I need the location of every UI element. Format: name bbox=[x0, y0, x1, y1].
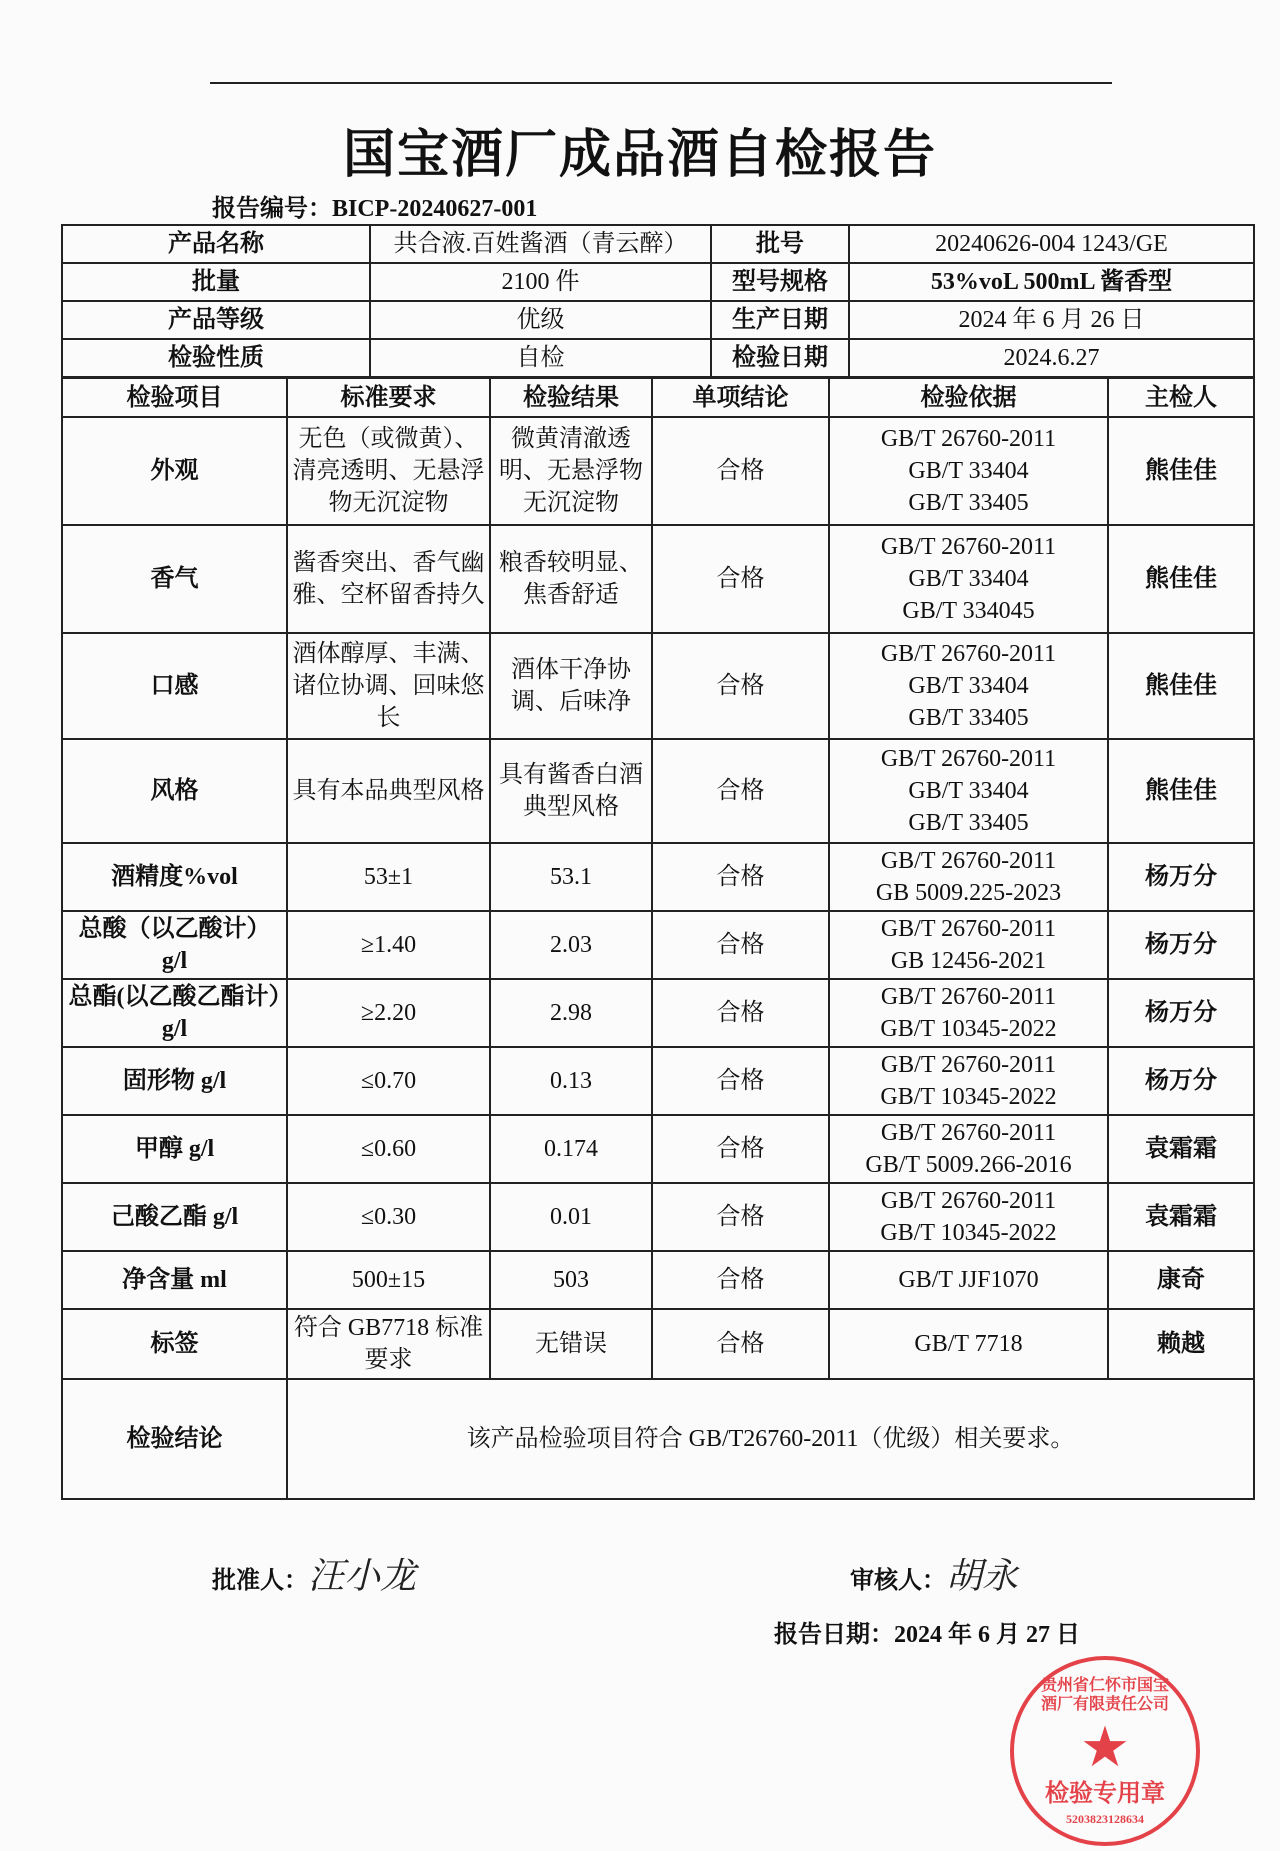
info-label: 生产日期 bbox=[711, 301, 849, 339]
inspector: 熊佳佳 bbox=[1108, 417, 1254, 525]
standard-requirement: 无色（或微黄）、清亮透明、无悬浮物无沉淀物 bbox=[287, 417, 490, 525]
info-value: 共合液.百姓酱酒（青云醉） bbox=[370, 225, 711, 263]
inspection-result: 无错误 bbox=[490, 1309, 652, 1379]
info-row bbox=[62, 301, 1254, 339]
inspector: 杨万分 bbox=[1108, 843, 1254, 911]
basis-standard: GB/T 10345-2022 bbox=[880, 1084, 1057, 1110]
inspection-item: 己酸乙酯 g/l bbox=[62, 1183, 287, 1251]
standard-requirement: 酱香突出、香气幽雅、空杯留香持久 bbox=[287, 525, 490, 633]
info-value: 2024.6.27 bbox=[849, 339, 1254, 377]
inspection-result: 503 bbox=[490, 1251, 652, 1309]
table-row bbox=[62, 843, 1254, 911]
inspection-item: 风格 bbox=[62, 739, 287, 843]
item-conclusion: 合格 bbox=[652, 1309, 829, 1379]
inspection-result: 0.13 bbox=[490, 1047, 652, 1115]
basis-standard: GB/T 26760-2011 bbox=[880, 426, 1057, 452]
inspection-basis bbox=[829, 1183, 1108, 1251]
item-conclusion: 合格 bbox=[652, 417, 829, 525]
basis-standard: GB 12456-2021 bbox=[890, 948, 1047, 974]
report-date: 报告日期：2024 年 6 月 27 日 bbox=[774, 1622, 1080, 1648]
inspection-basis bbox=[829, 843, 1108, 911]
inspection-item: 总酯(以乙酸乙酯计）g/l bbox=[62, 979, 287, 1047]
seal-ring-text: 贵州省仁怀市国宝酒厂有限责任公司 bbox=[1040, 1677, 1169, 1713]
approver bbox=[212, 1548, 416, 1599]
table-row bbox=[62, 1115, 1254, 1183]
basis-standard: GB/T 334045 bbox=[902, 598, 1035, 624]
report-number: 报告编号：BICP-20240627-001 bbox=[212, 196, 538, 222]
column-header: 检验依据 bbox=[829, 378, 1108, 417]
inspector: 杨万分 bbox=[1108, 979, 1254, 1047]
inspection-result: 微黄清澈透明、无悬浮物无沉淀物 bbox=[490, 417, 652, 525]
info-value: 优级 bbox=[370, 301, 711, 339]
inspection-table bbox=[61, 377, 1255, 1500]
standard-requirement: ≤0.60 bbox=[287, 1115, 490, 1183]
seal-code: 5203823128634 bbox=[1066, 1812, 1144, 1826]
basis-standard: GB/T 26760-2011 bbox=[880, 848, 1057, 874]
table-row bbox=[62, 739, 1254, 843]
standard-requirement: 符合 GB7718 标准要求 bbox=[287, 1309, 490, 1379]
inspection-item: 甲醇 g/l bbox=[62, 1115, 287, 1183]
item-conclusion: 合格 bbox=[652, 633, 829, 739]
conclusion-label: 检验结论 bbox=[62, 1379, 287, 1499]
basis-standard: GB/T 26760-2011 bbox=[880, 534, 1057, 560]
column-header: 标准要求 bbox=[287, 378, 490, 417]
inspection-item: 酒精度%vol bbox=[62, 843, 287, 911]
standard-requirement: ≤0.70 bbox=[287, 1047, 490, 1115]
inspection-item: 总酸（以乙酸计）g/l bbox=[62, 911, 287, 979]
basis-standard: GB/T 33404 bbox=[908, 673, 1029, 699]
approver-label: 批准人： bbox=[212, 1568, 308, 1594]
table-row bbox=[62, 633, 1254, 739]
info-value: 自检 bbox=[370, 339, 711, 377]
info-label: 型号规格 bbox=[711, 263, 849, 301]
conclusion-text: 该产品检验项目符合 GB/T26760-2011（优级）相关要求。 bbox=[287, 1379, 1254, 1499]
item-conclusion: 合格 bbox=[652, 739, 829, 843]
item-conclusion: 合格 bbox=[652, 525, 829, 633]
item-conclusion: 合格 bbox=[652, 1047, 829, 1115]
inspection-item: 净含量 ml bbox=[62, 1251, 287, 1309]
reviewer bbox=[850, 1548, 1018, 1599]
table-row bbox=[62, 1047, 1254, 1115]
inspection-result: 粮香较明显、焦香舒适 bbox=[490, 525, 652, 633]
header-rule bbox=[210, 82, 1112, 84]
inspection-basis bbox=[829, 1115, 1108, 1183]
basis-standard: GB/T 26760-2011 bbox=[880, 916, 1057, 942]
basis-standard: GB/T 26760-2011 bbox=[880, 1188, 1057, 1214]
standard-requirement: 53±1 bbox=[287, 843, 490, 911]
inspector: 杨万分 bbox=[1108, 1047, 1254, 1115]
info-value: 20240626-004 1243/GE bbox=[849, 225, 1254, 263]
inspection-basis bbox=[829, 979, 1108, 1047]
inspection-basis bbox=[829, 739, 1108, 843]
standard-requirement: 500±15 bbox=[287, 1251, 490, 1309]
basis-standard: GB/T 33404 bbox=[908, 458, 1029, 484]
inspection-item: 外观 bbox=[62, 417, 287, 525]
table-row bbox=[62, 525, 1254, 633]
info-row bbox=[62, 225, 1254, 263]
item-conclusion: 合格 bbox=[652, 979, 829, 1047]
standard-requirement: ≥2.20 bbox=[287, 979, 490, 1047]
standard-requirement: ≥1.40 bbox=[287, 911, 490, 979]
inspection-item: 标签 bbox=[62, 1309, 287, 1379]
table-row bbox=[62, 979, 1254, 1047]
reviewer-signature: 胡永 bbox=[946, 1556, 1019, 1597]
inspection-basis bbox=[829, 417, 1108, 525]
basis-standard: GB/T 26760-2011 bbox=[880, 746, 1057, 772]
seal-use-text: 检验专用章 bbox=[1045, 1781, 1165, 1807]
column-header: 主检人 bbox=[1108, 378, 1254, 417]
product-info-table bbox=[61, 224, 1255, 378]
info-label: 批号 bbox=[711, 225, 849, 263]
info-label: 检验性质 bbox=[62, 339, 370, 377]
basis-standard: GB/T JJF1070 bbox=[898, 1267, 1039, 1293]
inspection-basis bbox=[829, 525, 1108, 633]
inspection-result: 0.174 bbox=[490, 1115, 652, 1183]
inspection-result: 酒体干净协调、后味净 bbox=[490, 633, 652, 739]
basis-standard: GB/T 33405 bbox=[908, 705, 1029, 731]
inspector: 袁霜霜 bbox=[1108, 1183, 1254, 1251]
inspector: 康奇 bbox=[1108, 1251, 1254, 1309]
inspection-result: 0.01 bbox=[490, 1183, 652, 1251]
info-row bbox=[62, 263, 1254, 301]
table-row bbox=[62, 1309, 1254, 1379]
standard-requirement: 具有本品典型风格 bbox=[287, 739, 490, 843]
basis-standard: GB/T 33405 bbox=[908, 810, 1029, 836]
inspection-basis bbox=[829, 1047, 1108, 1115]
inspection-basis bbox=[829, 1309, 1108, 1379]
inspection-basis bbox=[829, 911, 1108, 979]
inspection-result: 具有酱香白酒典型风格 bbox=[490, 739, 652, 843]
table-row bbox=[62, 911, 1254, 979]
basis-standard: GB/T 10345-2022 bbox=[880, 1220, 1057, 1246]
inspection-result: 2.98 bbox=[490, 979, 652, 1047]
info-label: 批量 bbox=[62, 263, 370, 301]
report-title: 国宝酒厂成品酒自检报告 bbox=[342, 125, 937, 185]
inspector: 袁霜霜 bbox=[1108, 1115, 1254, 1183]
table-row bbox=[62, 1183, 1254, 1251]
info-value: 2100 件 bbox=[370, 263, 711, 301]
standard-requirement: 酒体醇厚、丰满、诸位协调、回味悠长 bbox=[287, 633, 490, 739]
item-conclusion: 合格 bbox=[652, 1115, 829, 1183]
star-icon: ★ bbox=[1079, 1717, 1131, 1779]
basis-standard: GB/T 5009.266-2016 bbox=[865, 1152, 1072, 1178]
column-header: 单项结论 bbox=[652, 378, 829, 417]
basis-standard: GB/T 26760-2011 bbox=[880, 984, 1057, 1010]
inspector: 熊佳佳 bbox=[1108, 525, 1254, 633]
inspection-item: 香气 bbox=[62, 525, 287, 633]
item-conclusion: 合格 bbox=[652, 911, 829, 979]
table-row bbox=[62, 417, 1254, 525]
reviewer-label: 审核人： bbox=[850, 1568, 946, 1594]
basis-standard: GB/T 26760-2011 bbox=[880, 1052, 1057, 1078]
item-conclusion: 合格 bbox=[652, 843, 829, 911]
basis-standard: GB/T 26760-2011 bbox=[880, 1120, 1057, 1146]
info-label: 产品等级 bbox=[62, 301, 370, 339]
inspection-item: 口感 bbox=[62, 633, 287, 739]
inspection-result: 53.1 bbox=[490, 843, 652, 911]
approver-signature: 汪小龙 bbox=[308, 1556, 417, 1597]
inspection-item: 固形物 g/l bbox=[62, 1047, 287, 1115]
info-label: 检验日期 bbox=[711, 339, 849, 377]
info-value: 2024 年 6 月 26 日 bbox=[849, 301, 1254, 339]
info-value: 53%voL 500mL 酱香型 bbox=[849, 263, 1254, 301]
basis-standard: GB/T 33404 bbox=[908, 566, 1029, 592]
inspection-basis bbox=[829, 1251, 1108, 1309]
column-header: 检验结果 bbox=[490, 378, 652, 417]
info-label: 产品名称 bbox=[62, 225, 370, 263]
standard-requirement: ≤0.30 bbox=[287, 1183, 490, 1251]
conclusion-row bbox=[62, 1379, 1254, 1499]
table-row bbox=[62, 1251, 1254, 1309]
inspection-basis bbox=[829, 633, 1108, 739]
company-seal bbox=[1010, 1656, 1200, 1846]
item-conclusion: 合格 bbox=[652, 1183, 829, 1251]
basis-standard: GB/T 33404 bbox=[908, 778, 1029, 804]
basis-standard: GB/T 33405 bbox=[908, 490, 1029, 516]
inspection-result: 2.03 bbox=[490, 911, 652, 979]
basis-standard: GB 5009.225-2023 bbox=[875, 880, 1062, 906]
basis-standard: GB/T 10345-2022 bbox=[880, 1016, 1057, 1042]
info-row bbox=[62, 339, 1254, 377]
basis-standard: GB/T 26760-2011 bbox=[880, 641, 1057, 667]
item-conclusion: 合格 bbox=[652, 1251, 829, 1309]
inspector: 赖越 bbox=[1108, 1309, 1254, 1379]
column-header: 检验项目 bbox=[62, 378, 287, 417]
inspector: 熊佳佳 bbox=[1108, 633, 1254, 739]
table-header bbox=[62, 378, 1254, 417]
inspector: 熊佳佳 bbox=[1108, 739, 1254, 843]
basis-standard: GB/T 7718 bbox=[914, 1331, 1023, 1357]
inspector: 杨万分 bbox=[1108, 911, 1254, 979]
